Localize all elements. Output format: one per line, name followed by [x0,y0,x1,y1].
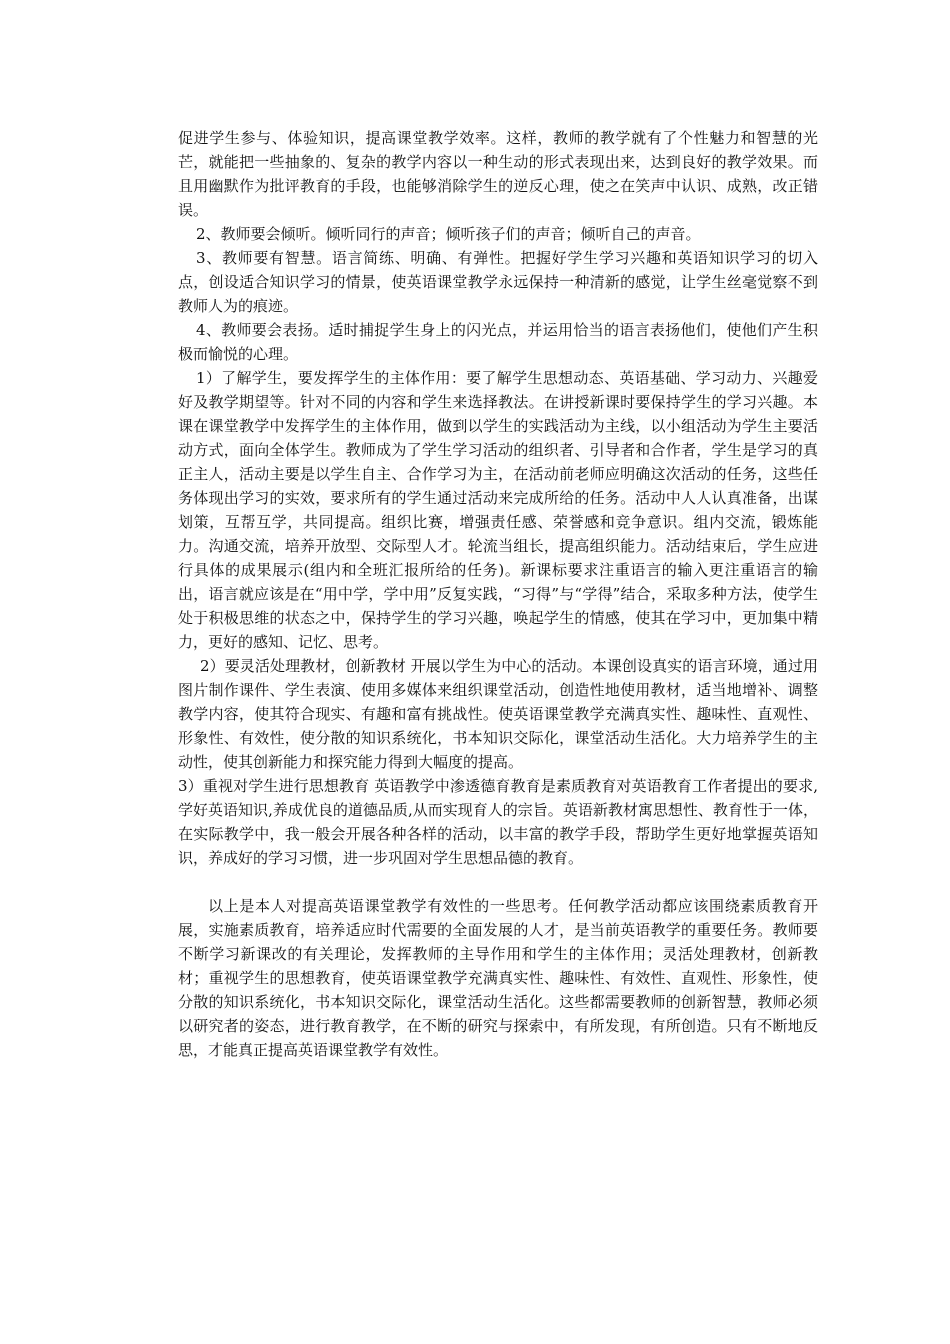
paragraph-spacer [178,870,818,894]
paragraph-humor-teaching: 促进学生参与、体验知识，提高课堂教学效率。这样，教师的教学就有了个性魅力和智慧的光芒，就能把一些抽象的、复杂的教学内容以一种生动的形式表现出来，达到良好的教学效果。而且用幽默作为批评教育的手段，也能够消除学生的逆反心理，使之在笑声中认识、成熟，改正错误。 [178,129,818,219]
paragraph-listening: 2、教师要会倾听。倾听同行的声音；倾听孩子们的声音；倾听自己的声音。 [196,225,701,243]
paragraph-conclusion: 以上是本人对提高英语课堂教学有效性的一些思考。任何教学活动都应该围绕素质教育开展，实施素质教育，培养适应时代需要的全面发展的人才，是当前英语教学的重要任务。教师要不断学习新课改的有关理论，发挥教师的主导作用和学生的主体作用；灵活处理教材，创新教材；重视学生的思想教育，使英语课堂教学充满真实性、趣味性、有效性、直观性、形象性，使分散的知识系统化，书本知识交际化，课堂活动生活化。这些都需要教师的创新智慧，教师必须以研究者的姿态，进行教育教学，在不断的研究与探索中，有所发现，有所创造。只有不断地反思，才能真正提高英语课堂教学有效性。 [178,897,818,1059]
paragraph-wisdom: 3、教师要有智慧。语言简练、明确、有弹性。把握好学生学习兴趣和英语知识学习的切入点，创设适合知识学习的情景，使英语课堂教学永远保持一种清新的感觉，让学生丝毫觉察不到教师人为的痕迹。 [178,249,818,315]
paragraph-flexible-materials: 2）要灵活处理教材，创新教材 开展以学生为中心的活动。本课创设真实的语言环境，通过用图片制作课件、学生表演、使用多媒体来组织课堂活动，创造性地使用教材，适当地增补、调整教学内容，使其符合现实、有趣和富有挑战性。使英语课堂教学充满真实性、趣味性、直观性、形象性、有效性，使分散的知识系统化，书本知识交际化，课堂活动生活化。大力培养学生的主动性，使其创新能力和探究能力得到大幅度的提高。 [178,657,818,771]
paragraph-praise: 4、教师要会表扬。适时捕捉学生身上的闪光点，并运用恰当的语言表扬他们，使他们产生积极而愉悦的心理。 [178,321,818,363]
paragraph-understand-students: 1）了解学生，要发挥学生的主体作用：要了解学生思想动态、英语基础、学习动力、兴趣爱好及教学期望等。针对不同的内容和学生来选择教法。在讲授新课时要保持学生的学习兴趣。本课在课堂教学中发挥学生的主体作用，做到以学生的实践活动为主线，以小组活动为学生主要活动方式，面向全体学生。教师成为了学生学习活动的组织者、引导者和合作者，学生是学习的真正主人，活动主要是以学生自主、合作学习为主，在活动前老师应明确这次活动的任务，这些任务体现出学习的实效，要求所有的学生通过活动来完成所给的任务。活动中人人认真准备，出谋划策，互帮互学，共同提高。组织比赛，增强责任感、荣誉感和竞争意识。组内交流，锻炼能力。沟通交流，培养开放型、交际型人才。轮流当组长，提高组织能力。活动结束后，学生应进行具体的成果展示(组内和全班汇报所给的任务)。新课标要求注重语言的输入更注重语言的输出，语言就应该是在“用中学，学中用”反复实践，“习得”与“学得”结合，采取多种方法，使学生处于积极思维的状态之中，保持学生的学习兴趣，唤起学生的情感，使其在学习中，更加集中精力，更好的感知、记忆、思考。 [178,369,818,651]
document-body [178,126,818,1062]
paragraph-moral-education: 3）重视对学生进行思想教育 英语教学中渗透德育教育是素质教育对英语教育工作者提出的要求,学好英语知识,养成优良的道德品质,从而实现育人的宗旨。英语新教材寓思想性、教育性于一体，在实际教学中，我一般会开展各种各样的活动，以丰富的教学手段，帮助学生更好地掌握英语知识，养成好的学习习惯，进一步巩固对学生思想品德的教育。 [178,777,818,867]
